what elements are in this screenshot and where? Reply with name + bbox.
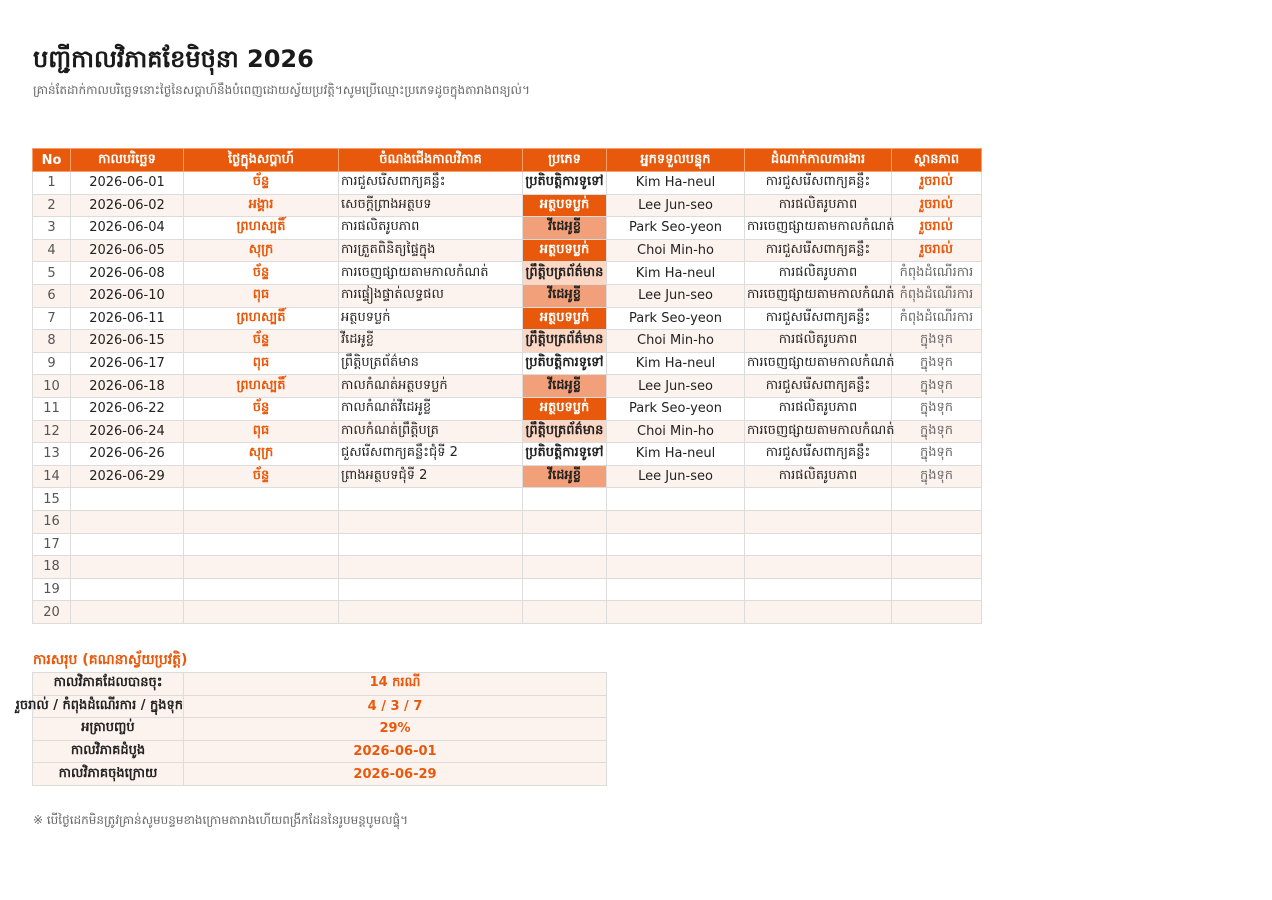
cell-type[interactable]: ប្រតិបត្តិការទូទៅ bbox=[523, 352, 607, 375]
cell-status[interactable]: ក្នុងទុក bbox=[892, 397, 982, 420]
cell-status[interactable]: ក្នុងទុក bbox=[892, 330, 982, 353]
cell-no[interactable]: 8 bbox=[33, 330, 71, 353]
cell-no[interactable]: 7 bbox=[33, 307, 71, 330]
cell-weekday[interactable] bbox=[184, 488, 339, 511]
summary-label: កាលវិភាគចុងក្រោយ bbox=[33, 763, 184, 786]
cell-date[interactable] bbox=[71, 488, 184, 511]
cell-type[interactable] bbox=[523, 510, 607, 533]
summary-value: 2026-06-01 bbox=[184, 740, 607, 763]
cell-no[interactable]: 11 bbox=[33, 397, 71, 420]
cell-owner[interactable] bbox=[607, 510, 745, 533]
cell-title[interactable]: ការផលិតរូបភាព bbox=[339, 217, 523, 240]
cell-date[interactable] bbox=[71, 601, 184, 624]
cell-no[interactable]: 6 bbox=[33, 284, 71, 307]
summary-label: កាលវិភាគដំបូង bbox=[33, 740, 184, 763]
summary-row bbox=[33, 695, 607, 718]
cell-type[interactable]: អត្ថបទប្លក់ bbox=[523, 307, 607, 330]
cell-date[interactable]: 2026-06-02 bbox=[71, 194, 184, 217]
cell-type[interactable]: អត្ថបទប្លក់ bbox=[523, 239, 607, 262]
cell-stage[interactable] bbox=[745, 578, 892, 601]
cell-owner[interactable] bbox=[607, 578, 745, 601]
page-subtitle: គ្រាន់តែដាក់កាលបរិច្ឆេទនោះថ្ងៃនៃសប្តាហ៍នឹងបំពេញដោយស្វ័យប្រវត្តិ។សូមប្រើឈ្មោះប្រភេទដូចក្នុងតារាងពន្យល់។ bbox=[33, 83, 530, 97]
cell-type[interactable]: វីដេអូខ្លី bbox=[523, 284, 607, 307]
cell-title[interactable]: ការផ្ទៀងផ្ទាត់លទ្ធផល bbox=[339, 284, 523, 307]
cell-owner[interactable]: Kim Ha-neul bbox=[607, 262, 745, 285]
cell-no[interactable]: 16 bbox=[33, 510, 71, 533]
cell-stage[interactable]: ការចេញផ្សាយតាមកាលកំណត់ bbox=[745, 352, 892, 375]
cell-date[interactable]: 2026-06-15 bbox=[71, 330, 184, 353]
cell-owner[interactable]: Choi Min-ho bbox=[607, 239, 745, 262]
cell-weekday[interactable]: អង្គារ bbox=[184, 194, 339, 217]
table-header-row bbox=[33, 149, 982, 172]
cell-status[interactable] bbox=[892, 601, 982, 624]
cell-no[interactable]: 17 bbox=[33, 533, 71, 556]
cell-no[interactable]: 4 bbox=[33, 239, 71, 262]
cell-type[interactable] bbox=[523, 488, 607, 511]
table-row bbox=[33, 397, 982, 420]
table-row bbox=[33, 217, 982, 240]
col-header-date[interactable]: កាលបរិច្ឆេទ bbox=[71, 149, 184, 172]
table-row bbox=[33, 556, 982, 579]
col-header-no[interactable]: No bbox=[33, 149, 71, 172]
cell-stage[interactable]: ការជួសរើសពាក្យគន្លឹះ bbox=[745, 307, 892, 330]
cell-weekday[interactable] bbox=[184, 578, 339, 601]
cell-title[interactable]: ជួសរើសពាក្យគន្លឹះជុំទី 2 bbox=[339, 443, 523, 466]
col-header-type[interactable]: ប្រភេទ bbox=[523, 149, 607, 172]
cell-type[interactable]: វីដេអូខ្លី bbox=[523, 217, 607, 240]
cell-weekday[interactable]: ច័ន្ទ bbox=[184, 172, 339, 195]
cell-weekday[interactable]: សុក្រ bbox=[184, 443, 339, 466]
cell-owner[interactable]: Lee Jun-seo bbox=[607, 465, 745, 488]
cell-weekday[interactable]: ពុធ bbox=[184, 420, 339, 443]
cell-date[interactable]: 2026-06-29 bbox=[71, 465, 184, 488]
cell-status[interactable]: រួចរាល់ bbox=[892, 217, 982, 240]
cell-owner[interactable]: Park Seo-yeon bbox=[607, 217, 745, 240]
cell-title[interactable]: កាលកំណត់វីដេអូខ្លី bbox=[339, 397, 523, 420]
cell-no[interactable]: 13 bbox=[33, 443, 71, 466]
cell-status[interactable] bbox=[892, 488, 982, 511]
cell-owner[interactable] bbox=[607, 601, 745, 624]
cell-status[interactable]: ក្នុងទុក bbox=[892, 443, 982, 466]
cell-no[interactable]: 2 bbox=[33, 194, 71, 217]
cell-status[interactable]: រួចរាល់ bbox=[892, 194, 982, 217]
cell-owner[interactable] bbox=[607, 488, 745, 511]
cell-no[interactable]: 1 bbox=[33, 172, 71, 195]
summary-title: ការសរុប (គណនាស្វ័យប្រវត្តិ) bbox=[33, 652, 188, 668]
cell-stage[interactable]: ការចេញផ្សាយតាមកាលកំណត់ bbox=[745, 420, 892, 443]
cell-stage[interactable]: ការផលិតរូបភាព bbox=[745, 194, 892, 217]
cell-title[interactable]: កាលកំណត់អត្ថបទប្លក់ bbox=[339, 375, 523, 398]
table-row bbox=[33, 307, 982, 330]
cell-type[interactable]: វីដេអូខ្លី bbox=[523, 465, 607, 488]
cell-weekday[interactable] bbox=[184, 601, 339, 624]
cell-no[interactable]: 20 bbox=[33, 601, 71, 624]
cell-status[interactable]: រួចរាល់ bbox=[892, 239, 982, 262]
table-row bbox=[33, 420, 982, 443]
cell-title[interactable]: ព្រឹត្តិបត្រព័ត៌មាន bbox=[339, 352, 523, 375]
cell-owner[interactable] bbox=[607, 533, 745, 556]
cell-date[interactable]: 2026-06-17 bbox=[71, 352, 184, 375]
cell-title[interactable]: អត្ថបទប្លក់ bbox=[339, 307, 523, 330]
summary-label: អត្រាបញ្ចប់ bbox=[33, 718, 184, 741]
cell-status[interactable]: ក្នុងទុក bbox=[892, 352, 982, 375]
cell-weekday[interactable]: ព្រហស្បតិ៍ bbox=[184, 217, 339, 240]
table-row bbox=[33, 601, 982, 624]
cell-weekday[interactable]: ព្រហស្បតិ៍ bbox=[184, 307, 339, 330]
cell-title[interactable]: ការចេញផ្សាយតាមកាលកំណត់ bbox=[339, 262, 523, 285]
cell-no[interactable]: 5 bbox=[33, 262, 71, 285]
cell-owner[interactable]: Park Seo-yeon bbox=[607, 397, 745, 420]
cell-stage[interactable] bbox=[745, 556, 892, 579]
schedule-table bbox=[32, 148, 982, 624]
cell-type[interactable] bbox=[523, 533, 607, 556]
cell-type[interactable]: អត្ថបទប្លក់ bbox=[523, 194, 607, 217]
summary-value: 29% bbox=[184, 718, 607, 741]
col-header-title[interactable]: ចំណងជើងកាលវិភាគ bbox=[339, 149, 523, 172]
cell-status[interactable] bbox=[892, 556, 982, 579]
cell-status[interactable]: ក្នុងទុក bbox=[892, 465, 982, 488]
cell-status[interactable]: កំពុងដំណើរការ bbox=[892, 262, 982, 285]
cell-stage[interactable]: ការផលិតរូបភាព bbox=[745, 465, 892, 488]
summary-row bbox=[33, 763, 607, 786]
cell-weekday[interactable]: ពុធ bbox=[184, 284, 339, 307]
cell-title[interactable]: វីដេអូខ្លី bbox=[339, 330, 523, 353]
cell-status[interactable] bbox=[892, 510, 982, 533]
cell-type[interactable]: ព្រឹត្តិបត្រព័ត៌មាន bbox=[523, 420, 607, 443]
col-header-stage[interactable]: ដំណាក់កាលការងារ bbox=[745, 149, 892, 172]
cell-owner[interactable]: Choi Min-ho bbox=[607, 330, 745, 353]
cell-no[interactable]: 15 bbox=[33, 488, 71, 511]
cell-date[interactable] bbox=[71, 578, 184, 601]
summary-value: 14 ករណី bbox=[184, 673, 607, 696]
cell-status[interactable]: ក្នុងទុក bbox=[892, 420, 982, 443]
cell-title[interactable]: ព្រាងអត្ថបទជុំទី 2 bbox=[339, 465, 523, 488]
cell-weekday[interactable] bbox=[184, 556, 339, 579]
cell-owner[interactable]: Kim Ha-neul bbox=[607, 172, 745, 195]
cell-date[interactable]: 2026-06-24 bbox=[71, 420, 184, 443]
cell-stage[interactable]: ការជួសរើសពាក្យគន្លឹះ bbox=[745, 375, 892, 398]
cell-type[interactable]: ប្រតិបត្តិការទូទៅ bbox=[523, 443, 607, 466]
table-row bbox=[33, 578, 982, 601]
cell-weekday[interactable]: សុក្រ bbox=[184, 239, 339, 262]
summary-value: 2026-06-29 bbox=[184, 763, 607, 786]
table-row bbox=[33, 330, 982, 353]
cell-stage[interactable]: ការចេញផ្សាយតាមកាលកំណត់ bbox=[745, 284, 892, 307]
cell-owner[interactable]: Choi Min-ho bbox=[607, 420, 745, 443]
summary-row bbox=[33, 673, 607, 696]
cell-stage[interactable]: ការជួសរើសពាក្យគន្លឹះ bbox=[745, 172, 892, 195]
col-header-weekday[interactable]: ថ្ងៃក្នុងសប្តាហ៍ bbox=[184, 149, 339, 172]
cell-stage[interactable] bbox=[745, 510, 892, 533]
cell-weekday[interactable]: ច័ន្ទ bbox=[184, 397, 339, 420]
cell-no[interactable]: 10 bbox=[33, 375, 71, 398]
cell-stage[interactable]: ការចេញផ្សាយតាមកាលកំណត់ bbox=[745, 217, 892, 240]
cell-title[interactable] bbox=[339, 533, 523, 556]
cell-no[interactable]: 3 bbox=[33, 217, 71, 240]
summary-row bbox=[33, 740, 607, 763]
cell-type[interactable] bbox=[523, 556, 607, 579]
cell-owner[interactable]: Park Seo-yeon bbox=[607, 307, 745, 330]
table-row bbox=[33, 262, 982, 285]
cell-owner[interactable]: Kim Ha-neul bbox=[607, 352, 745, 375]
cell-title[interactable] bbox=[339, 601, 523, 624]
cell-weekday[interactable]: ព្រហស្បតិ៍ bbox=[184, 375, 339, 398]
cell-owner[interactable]: Lee Jun-seo bbox=[607, 375, 745, 398]
cell-title[interactable]: ការត្រួតពិនិត្យផ្ទៃក្នុង bbox=[339, 239, 523, 262]
cell-no[interactable]: 19 bbox=[33, 578, 71, 601]
summary-label: កាលវិភាគដែលបានចុះ bbox=[33, 673, 184, 696]
cell-title[interactable]: កាលកំណត់ព្រឹត្តិបត្រ bbox=[339, 420, 523, 443]
table-row bbox=[33, 465, 982, 488]
cell-owner[interactable]: Lee Jun-seo bbox=[607, 194, 745, 217]
cell-stage[interactable]: ការផលិតរូបភាព bbox=[745, 262, 892, 285]
cell-stage[interactable]: ការជួសរើសពាក្យគន្លឹះ bbox=[745, 443, 892, 466]
cell-owner[interactable] bbox=[607, 556, 745, 579]
cell-weekday[interactable]: ពុធ bbox=[184, 352, 339, 375]
cell-date[interactable] bbox=[71, 556, 184, 579]
cell-stage[interactable] bbox=[745, 533, 892, 556]
cell-type[interactable]: ព្រឹត្តិបត្រព័ត៌មាន bbox=[523, 330, 607, 353]
table-row bbox=[33, 375, 982, 398]
cell-type[interactable] bbox=[523, 601, 607, 624]
col-header-status[interactable]: ស្ថានភាព bbox=[892, 149, 982, 172]
summary-row bbox=[33, 718, 607, 741]
cell-date[interactable]: 2026-06-08 bbox=[71, 262, 184, 285]
cell-date[interactable]: 2026-06-10 bbox=[71, 284, 184, 307]
cell-type[interactable] bbox=[523, 578, 607, 601]
table-row bbox=[33, 510, 982, 533]
cell-title[interactable]: ការជួសរើសពាក្យគន្លឹះ bbox=[339, 172, 523, 195]
cell-stage[interactable]: ការជួសរើសពាក្យគន្លឹះ bbox=[745, 239, 892, 262]
cell-title[interactable] bbox=[339, 510, 523, 533]
col-header-owner[interactable]: អ្នកទទួលបន្ទុក bbox=[607, 149, 745, 172]
cell-date[interactable] bbox=[71, 510, 184, 533]
cell-status[interactable]: រួចរាល់ bbox=[892, 172, 982, 195]
page-title: បញ្ជីកាលវិភាគខែមិថុនា 2026 bbox=[33, 45, 314, 73]
table-row bbox=[33, 443, 982, 466]
cell-date[interactable]: 2026-06-05 bbox=[71, 239, 184, 262]
cell-status[interactable]: កំពុងដំណើរការ bbox=[892, 284, 982, 307]
cell-title[interactable] bbox=[339, 556, 523, 579]
table-row bbox=[33, 352, 982, 375]
summary-value: 4 / 3 / 7 bbox=[184, 695, 607, 718]
cell-title[interactable]: សេចក្តីព្រាងអត្ថបទ bbox=[339, 194, 523, 217]
cell-date[interactable]: 2026-06-01 bbox=[71, 172, 184, 195]
summary-table bbox=[15, 672, 607, 786]
table-row bbox=[33, 172, 982, 195]
cell-type[interactable]: អត្ថបទប្លក់ bbox=[523, 397, 607, 420]
cell-no[interactable]: 12 bbox=[33, 420, 71, 443]
table-row bbox=[33, 194, 982, 217]
cell-weekday[interactable]: ច័ន្ទ bbox=[184, 262, 339, 285]
cell-date[interactable]: 2026-06-18 bbox=[71, 375, 184, 398]
cell-owner[interactable]: Lee Jun-seo bbox=[607, 284, 745, 307]
table-row bbox=[33, 284, 982, 307]
cell-type[interactable]: វីដេអូខ្លី bbox=[523, 375, 607, 398]
cell-date[interactable]: 2026-06-22 bbox=[71, 397, 184, 420]
cell-date[interactable]: 2026-06-04 bbox=[71, 217, 184, 240]
cell-status[interactable]: ក្នុងទុក bbox=[892, 375, 982, 398]
cell-no[interactable]: 9 bbox=[33, 352, 71, 375]
cell-owner[interactable]: Kim Ha-neul bbox=[607, 443, 745, 466]
cell-stage[interactable] bbox=[745, 488, 892, 511]
cell-weekday[interactable] bbox=[184, 533, 339, 556]
cell-date[interactable] bbox=[71, 533, 184, 556]
cell-status[interactable] bbox=[892, 578, 982, 601]
cell-stage[interactable]: ការផលិតរូបភាព bbox=[745, 397, 892, 420]
cell-weekday[interactable]: ច័ន្ទ bbox=[184, 465, 339, 488]
cell-date[interactable]: 2026-06-26 bbox=[71, 443, 184, 466]
summary-label: រួចរាល់ / កំពុងដំណើរការ / ក្នុងទុក bbox=[33, 695, 184, 718]
cell-date[interactable]: 2026-06-11 bbox=[71, 307, 184, 330]
cell-stage[interactable] bbox=[745, 601, 892, 624]
cell-title[interactable] bbox=[339, 488, 523, 511]
cell-title[interactable] bbox=[339, 578, 523, 601]
footnote: ※ បើថ្ងៃដេកមិនត្រូវគ្រាន់សូមបន្ទមខាងក្រោមតារាងហើយពង្រីកដែននៃរូបមន្តបូមលផ្ទុំ។ bbox=[33, 813, 409, 827]
cell-no[interactable]: 14 bbox=[33, 465, 71, 488]
cell-type[interactable]: ប្រតិបត្តិការទូទៅ bbox=[523, 172, 607, 195]
cell-stage[interactable]: ការផលិតរូបភាព bbox=[745, 330, 892, 353]
table-row bbox=[33, 533, 982, 556]
cell-type[interactable]: ព្រឹត្តិបត្រព័ត៌មាន bbox=[523, 262, 607, 285]
cell-no[interactable]: 18 bbox=[33, 556, 71, 579]
table-row bbox=[33, 488, 982, 511]
cell-weekday[interactable]: ច័ន្ទ bbox=[184, 330, 339, 353]
cell-status[interactable]: កំពុងដំណើរការ bbox=[892, 307, 982, 330]
cell-status[interactable] bbox=[892, 533, 982, 556]
cell-weekday[interactable] bbox=[184, 510, 339, 533]
table-row bbox=[33, 239, 982, 262]
